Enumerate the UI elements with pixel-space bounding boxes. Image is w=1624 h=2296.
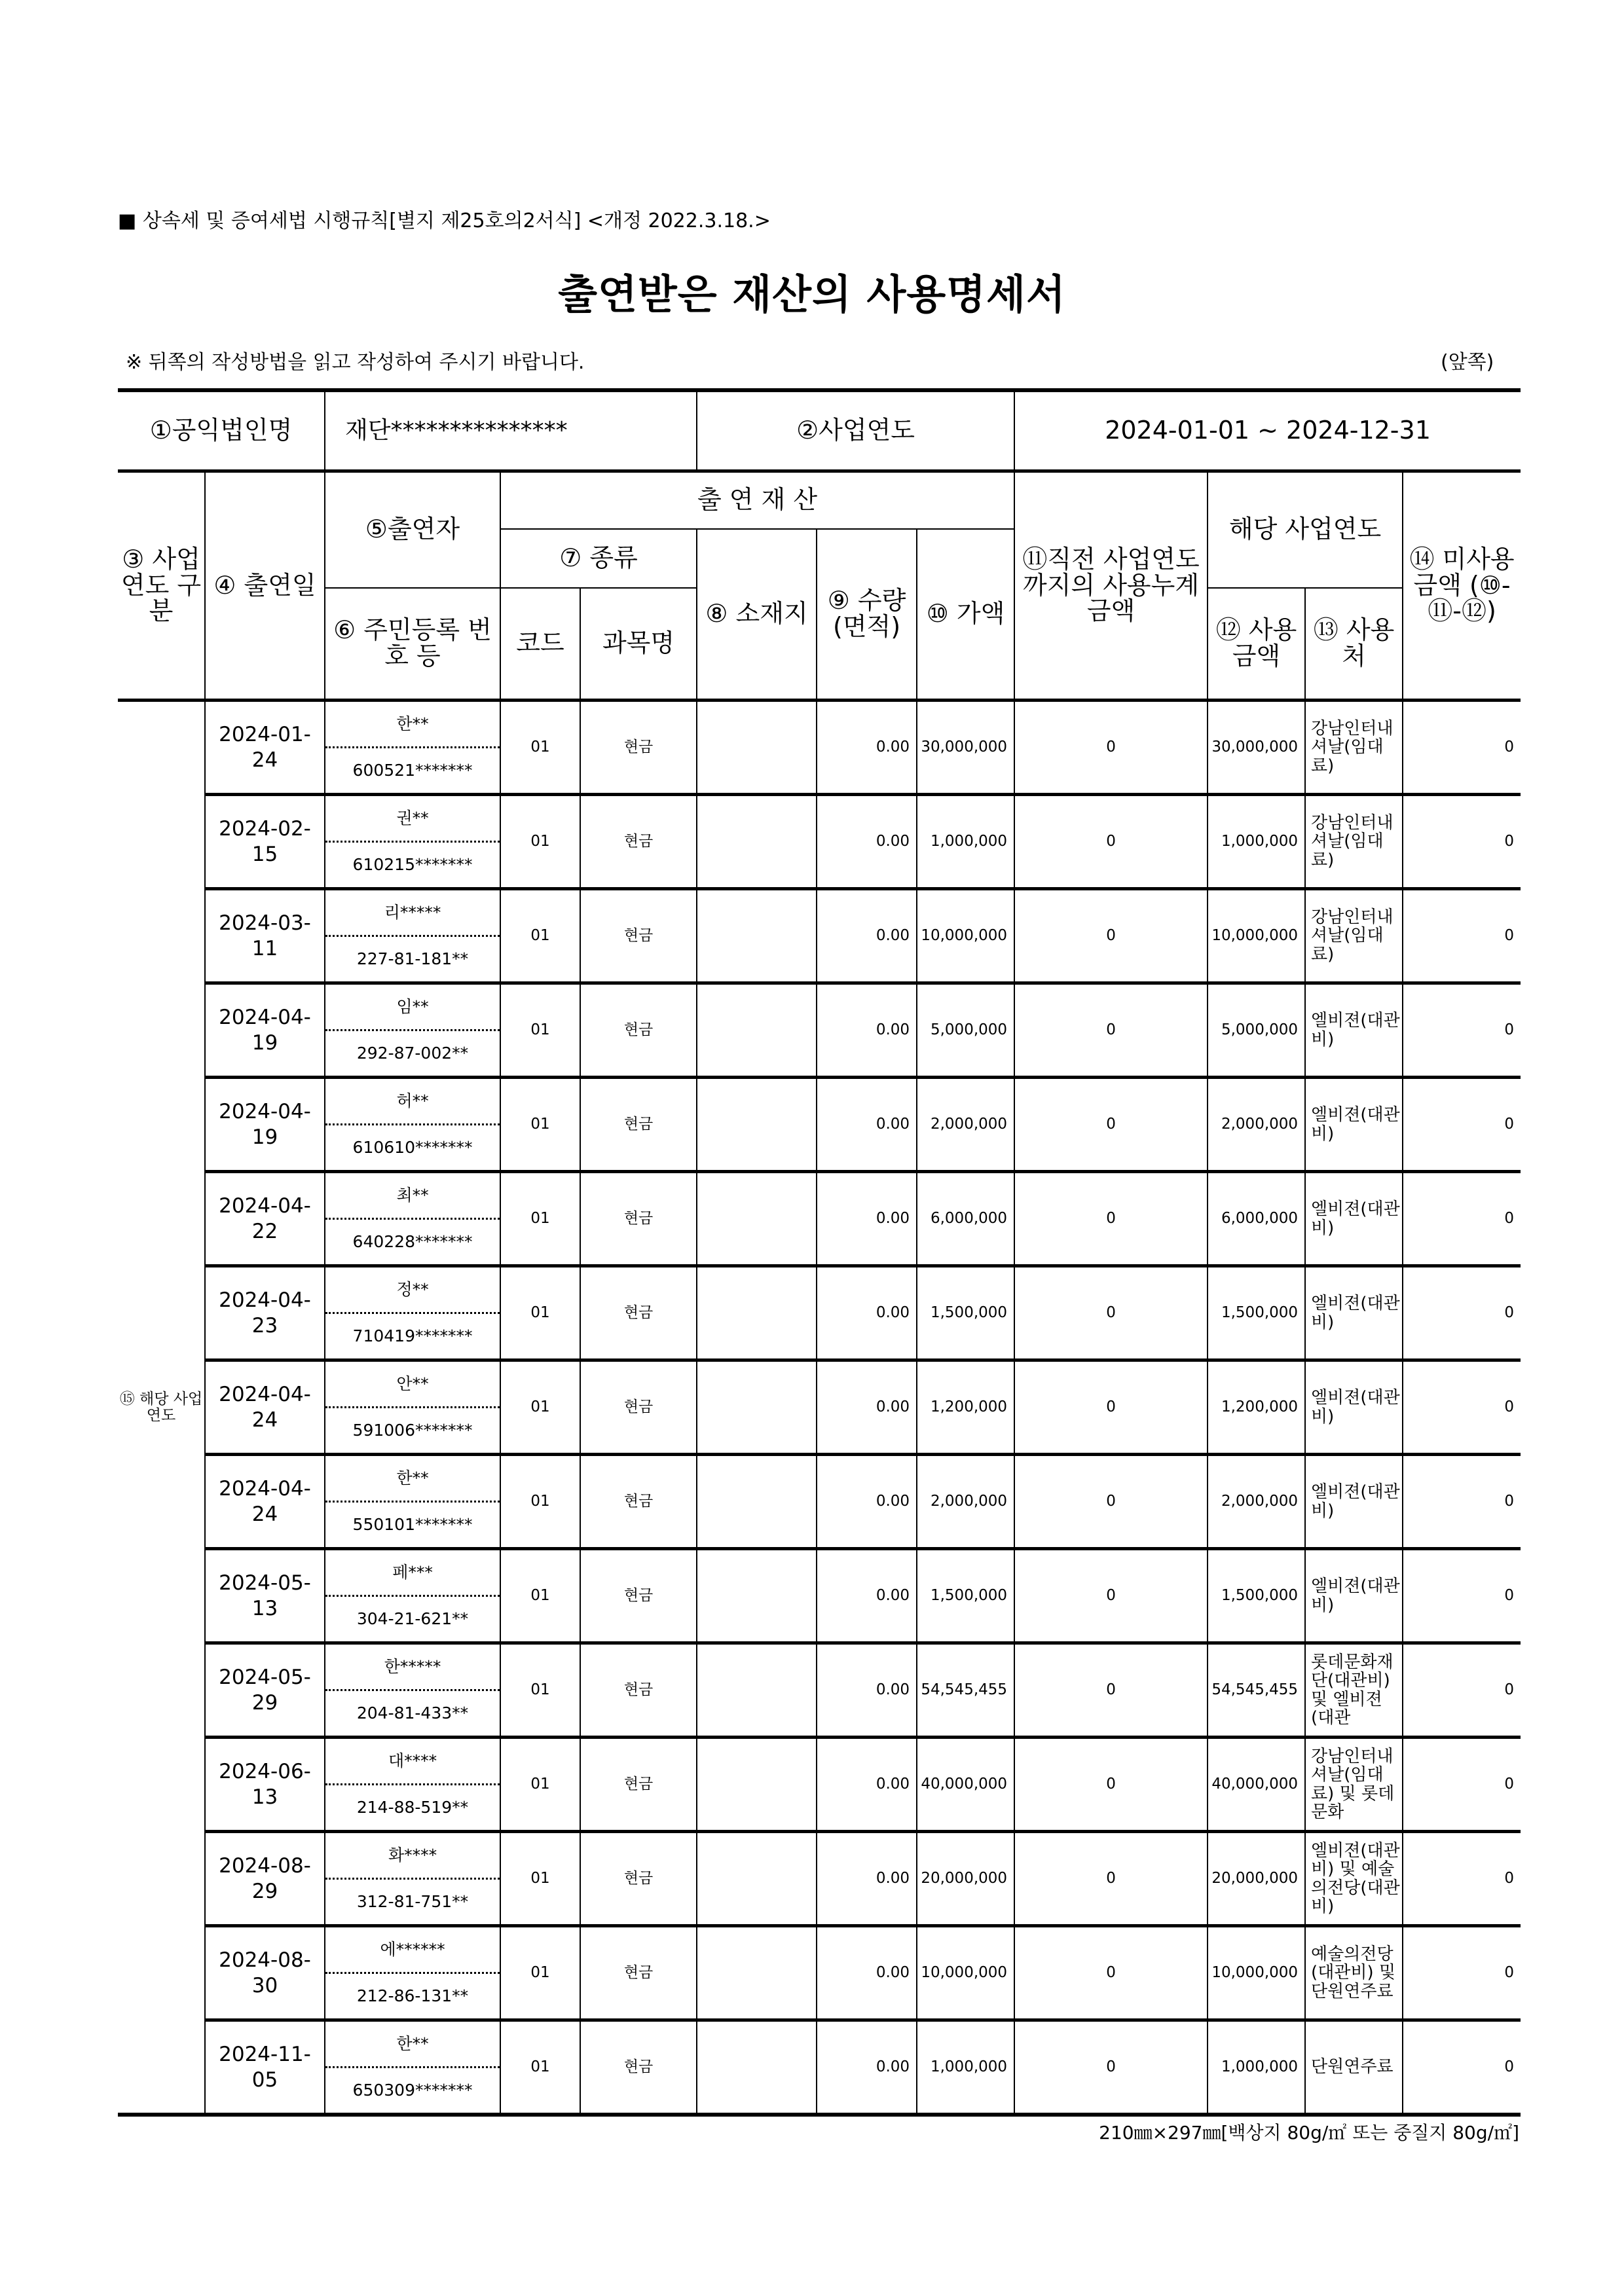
- used-place: 엘비젼(대관비): [1305, 1172, 1403, 1266]
- donor-name: 대****: [325, 1739, 500, 1785]
- used-place: 엘비젼(대관비): [1305, 1266, 1403, 1360]
- asset-quantity: 0.00: [817, 889, 917, 983]
- used-amount: 30,000,000: [1208, 701, 1305, 795]
- col-used-amount: ⑫ 사용 금액: [1208, 588, 1305, 701]
- asset-location: [697, 1738, 817, 1832]
- used-amount: 10,000,000: [1208, 1926, 1305, 2020]
- col-location: ⑧ 소재지: [697, 529, 817, 701]
- asset-code: 01: [500, 1172, 580, 1266]
- asset-value: 30,000,000: [917, 701, 1014, 795]
- used-amount: 1,500,000: [1208, 1549, 1305, 1643]
- used-amount: 1,200,000: [1208, 1360, 1305, 1455]
- donor-name: 에******: [325, 1927, 500, 1974]
- donor-id: 214-88-519**: [356, 1797, 469, 1817]
- used-amount: 2,000,000: [1208, 1455, 1305, 1549]
- paper-spec: 210㎜×297㎜[백상지 80g/㎡ 또는 중질지 80g/㎡]: [1099, 2122, 1519, 2143]
- asset-location: [697, 1360, 817, 1455]
- unused-amount: 0: [1403, 1172, 1521, 1266]
- col-code: 코드: [500, 588, 580, 701]
- donor-id: 212-86-131**: [356, 1986, 469, 2005]
- col-type: ⑦ 종류: [500, 529, 697, 588]
- donor-id: 227-81-181**: [356, 949, 469, 968]
- asset-subject: 현금: [580, 1078, 697, 1172]
- asset-subject: 현금: [580, 1360, 697, 1455]
- asset-value: 2,000,000: [917, 1078, 1014, 1172]
- asset-subject: 현금: [580, 2020, 697, 2115]
- asset-value: 20,000,000: [917, 1832, 1014, 1926]
- unused-amount: 0: [1403, 1455, 1521, 1549]
- col-subject: 과목명: [580, 588, 697, 701]
- table-row: [118, 1455, 1521, 1549]
- donor-id: 640228*******: [352, 1231, 473, 1251]
- used-place: 엘비젼(대관비): [1305, 1455, 1403, 1549]
- donor-name: 페***: [325, 1550, 500, 1597]
- unused-amount: 0: [1403, 1926, 1521, 2020]
- col-donation-date: ④ 출연일: [205, 471, 325, 701]
- asset-value: 5,000,000: [917, 983, 1014, 1078]
- table-row: [118, 1926, 1521, 2020]
- donation-date: 2024-01-24: [205, 701, 325, 795]
- col-donated-asset: 출 연 재 산: [500, 471, 1014, 529]
- asset-location: [697, 1078, 817, 1172]
- asset-location: [697, 983, 817, 1078]
- table-row: [118, 2020, 1521, 2115]
- donor-id: 550101*******: [352, 1514, 473, 1534]
- asset-quantity: 0.00: [817, 1643, 917, 1738]
- donor-name: 최**: [325, 1173, 500, 1220]
- col-used-place: ⑬ 사용처: [1305, 588, 1403, 701]
- used-place: 강남인터내셔날(임대료): [1305, 701, 1403, 795]
- donor-id: 610215*******: [352, 854, 473, 874]
- used-amount: 6,000,000: [1208, 1172, 1305, 1266]
- used-place: 강남인터내셔날(임대료): [1305, 889, 1403, 983]
- table-row: [118, 1738, 1521, 1832]
- asset-quantity: 0.00: [817, 1738, 917, 1832]
- asset-subject: 현금: [580, 1266, 697, 1360]
- asset-location: [697, 1926, 817, 2020]
- donor-name: 리*****: [325, 890, 500, 937]
- unused-amount: 0: [1403, 1078, 1521, 1172]
- asset-subject: 현금: [580, 1643, 697, 1738]
- usage-statement-table: [118, 388, 1521, 2117]
- asset-value: 1,500,000: [917, 1549, 1014, 1643]
- asset-quantity: 0.00: [817, 1455, 917, 1549]
- col-resident-id: ⑥ 주민등록 번호 등: [325, 588, 500, 701]
- donation-date: 2024-04-19: [205, 1078, 325, 1172]
- donation-date: 2024-02-15: [205, 795, 325, 889]
- donor-name: 허**: [325, 1079, 500, 1125]
- used-place: 엘비젼(대관비): [1305, 983, 1403, 1078]
- prev-cumulative: 0: [1014, 1078, 1208, 1172]
- asset-code: 01: [500, 1738, 580, 1832]
- asset-value: 1,000,000: [917, 2020, 1014, 2115]
- asset-location: [697, 1266, 817, 1360]
- asset-value: 2,000,000: [917, 1455, 1014, 1549]
- table-row: [118, 701, 1521, 795]
- table-row: [118, 1832, 1521, 1926]
- donor-id: 610610*******: [352, 1137, 473, 1157]
- donor-name: 한**: [325, 702, 500, 748]
- asset-code: 01: [500, 1360, 580, 1455]
- asset-location: [697, 795, 817, 889]
- table-row: [118, 1172, 1521, 1266]
- asset-quantity: 0.00: [817, 701, 917, 795]
- used-amount: 1,000,000: [1208, 2020, 1305, 2115]
- asset-value: 1,200,000: [917, 1360, 1014, 1455]
- unused-amount: 0: [1403, 1738, 1521, 1832]
- prev-cumulative: 0: [1014, 1738, 1208, 1832]
- asset-value: 1,500,000: [917, 1266, 1014, 1360]
- form-reference: ■ 상속세 및 증여세법 시행규칙[별지 제25호의2서식] <개정 2022.3.18.>: [118, 210, 771, 232]
- asset-code: 01: [500, 889, 580, 983]
- prev-cumulative: 0: [1014, 889, 1208, 983]
- asset-subject: 현금: [580, 795, 697, 889]
- donor-id: 304-21-621**: [356, 1609, 469, 1628]
- donation-date: 2024-04-24: [205, 1360, 325, 1455]
- used-amount: 10,000,000: [1208, 889, 1305, 983]
- asset-subject: 현금: [580, 1926, 697, 2020]
- unused-amount: 0: [1403, 983, 1521, 1078]
- asset-quantity: 0.00: [817, 1360, 917, 1455]
- used-place: 엘비젼(대관비): [1305, 1360, 1403, 1455]
- donor-id: 600521*******: [352, 760, 473, 780]
- col-year-type: ③ 사업 연도 구분: [118, 471, 205, 701]
- prev-cumulative: 0: [1014, 1549, 1208, 1643]
- prev-cumulative: 0: [1014, 1455, 1208, 1549]
- used-place: 강남인터내셔날(임대료) 및 롯데문화: [1305, 1738, 1403, 1832]
- col-current-year: 해당 사업연도: [1208, 471, 1403, 588]
- donor-name: 안**: [325, 1362, 500, 1408]
- table-row: [118, 1643, 1521, 1738]
- unused-amount: 0: [1403, 1643, 1521, 1738]
- instruction-note: ※ 뒤쪽의 작성방법을 읽고 작성하여 주시기 바랍니다.: [126, 351, 585, 374]
- table-row: [118, 1360, 1521, 1455]
- donor-name: 한**: [325, 2022, 500, 2068]
- used-amount: 5,000,000: [1208, 983, 1305, 1078]
- used-place: 단원연주료: [1305, 2020, 1403, 2115]
- unused-amount: 0: [1403, 1549, 1521, 1643]
- donor-id: 710419*******: [352, 1326, 473, 1345]
- donor-name: 한**: [325, 1456, 500, 1503]
- used-amount: 20,000,000: [1208, 1832, 1305, 1926]
- col-quantity: ⑨ 수량 (면적): [817, 529, 917, 701]
- donor-name: 한*****: [325, 1645, 500, 1691]
- table-row: [118, 1078, 1521, 1172]
- donation-date: 2024-04-24: [205, 1455, 325, 1549]
- col-value: ⑩ 가액: [917, 529, 1014, 701]
- col-donor: ⑤출연자: [325, 471, 500, 588]
- business-year-label: ②사업연도: [697, 390, 1014, 471]
- asset-code: 01: [500, 1266, 580, 1360]
- table-row: [118, 795, 1521, 889]
- used-amount: 1,500,000: [1208, 1266, 1305, 1360]
- prev-cumulative: 0: [1014, 1266, 1208, 1360]
- page-title: 출연받은 재산의 사용명세서: [558, 270, 1066, 318]
- asset-subject: 현금: [580, 1832, 697, 1926]
- prev-cumulative: 0: [1014, 701, 1208, 795]
- unused-amount: 0: [1403, 1266, 1521, 1360]
- donation-date: 2024-03-11: [205, 889, 325, 983]
- used-amount: 54,545,455: [1208, 1643, 1305, 1738]
- corp-name-label: ①공익법인명: [118, 390, 325, 471]
- asset-location: [697, 1832, 817, 1926]
- asset-value: 6,000,000: [917, 1172, 1014, 1266]
- asset-location: [697, 1455, 817, 1549]
- asset-code: 01: [500, 1078, 580, 1172]
- donation-date: 2024-04-23: [205, 1266, 325, 1360]
- asset-quantity: 0.00: [817, 1172, 917, 1266]
- prev-cumulative: 0: [1014, 1832, 1208, 1926]
- donor-name: 임**: [325, 985, 500, 1031]
- asset-quantity: 0.00: [817, 795, 917, 889]
- unused-amount: 0: [1403, 795, 1521, 889]
- used-amount: 1,000,000: [1208, 795, 1305, 889]
- table-row: [118, 889, 1521, 983]
- used-amount: 40,000,000: [1208, 1738, 1305, 1832]
- asset-location: [697, 701, 817, 795]
- donation-date: 2024-05-13: [205, 1549, 325, 1643]
- asset-code: 01: [500, 701, 580, 795]
- unused-amount: 0: [1403, 1832, 1521, 1926]
- asset-quantity: 0.00: [817, 1926, 917, 2020]
- donor-id: 292-87-002**: [356, 1043, 469, 1063]
- asset-code: 01: [500, 2020, 580, 2115]
- donation-date: 2024-04-22: [205, 1172, 325, 1266]
- donor-name: 정**: [325, 1267, 500, 1314]
- used-place: 강남인터내셔날(임대료): [1305, 795, 1403, 889]
- col-current-year-section: ⑮ 해당 사업 연도: [118, 701, 205, 2115]
- asset-location: [697, 2020, 817, 2115]
- unused-amount: 0: [1403, 2020, 1521, 2115]
- asset-quantity: 0.00: [817, 1266, 917, 1360]
- prev-cumulative: 0: [1014, 2020, 1208, 2115]
- asset-code: 01: [500, 1832, 580, 1926]
- prev-cumulative: 0: [1014, 795, 1208, 889]
- asset-subject: 현금: [580, 1549, 697, 1643]
- asset-subject: 현금: [580, 1172, 697, 1266]
- prev-cumulative: 0: [1014, 1926, 1208, 2020]
- donation-date: 2024-05-29: [205, 1643, 325, 1738]
- used-place: 예술의전당(대관비) 및 단원연주료: [1305, 1926, 1403, 2020]
- donation-date: 2024-04-19: [205, 983, 325, 1078]
- donor-id: 312-81-751**: [356, 1891, 469, 1911]
- prev-cumulative: 0: [1014, 1172, 1208, 1266]
- asset-value: 10,000,000: [917, 1926, 1014, 2020]
- asset-code: 01: [500, 795, 580, 889]
- asset-subject: 현금: [580, 1738, 697, 1832]
- asset-code: 01: [500, 1549, 580, 1643]
- donation-date: 2024-08-29: [205, 1832, 325, 1926]
- used-place: 엘비젼(대관비) 및 예술의전당(대관비): [1305, 1832, 1403, 1926]
- asset-code: 01: [500, 1455, 580, 1549]
- asset-value: 40,000,000: [917, 1738, 1014, 1832]
- col-unused: ⑭ 미사용 금액 (⑩-⑪-⑫): [1403, 471, 1521, 701]
- asset-value: 1,000,000: [917, 795, 1014, 889]
- asset-code: 01: [500, 1926, 580, 2020]
- prev-cumulative: 0: [1014, 983, 1208, 1078]
- page-side-label: (앞쪽): [1441, 351, 1494, 374]
- asset-location: [697, 889, 817, 983]
- used-place: 엘비젼(대관비): [1305, 1549, 1403, 1643]
- asset-value: 54,545,455: [917, 1643, 1014, 1738]
- asset-quantity: 0.00: [817, 1078, 917, 1172]
- prev-cumulative: 0: [1014, 1643, 1208, 1738]
- asset-quantity: 0.00: [817, 983, 917, 1078]
- donation-date: 2024-11-05: [205, 2020, 325, 2115]
- table-row: [118, 1266, 1521, 1360]
- prev-cumulative: 0: [1014, 1360, 1208, 1455]
- donor-name: 화****: [325, 1833, 500, 1880]
- table-row: [118, 1549, 1521, 1643]
- asset-quantity: 0.00: [817, 1549, 917, 1643]
- asset-subject: 현금: [580, 701, 697, 795]
- used-amount: 2,000,000: [1208, 1078, 1305, 1172]
- corp-name-value: 재단***************: [325, 390, 697, 471]
- donation-date: 2024-08-30: [205, 1926, 325, 2020]
- used-place: 롯데문화재단(대관비) 및 엘비젼(대관: [1305, 1643, 1403, 1738]
- donor-id: 650309*******: [352, 2080, 473, 2100]
- used-place: 엘비젼(대관비): [1305, 1078, 1403, 1172]
- business-year-value: 2024-01-01 ~ 2024-12-31: [1014, 390, 1521, 471]
- asset-code: 01: [500, 1643, 580, 1738]
- col-prev-cumulative: ⑪직전 사업연도 까지의 사용누계금액: [1014, 471, 1208, 701]
- asset-subject: 현금: [580, 889, 697, 983]
- asset-quantity: 0.00: [817, 2020, 917, 2115]
- donor-id: 204-81-433**: [356, 1703, 469, 1722]
- asset-subject: 현금: [580, 1455, 697, 1549]
- asset-subject: 현금: [580, 983, 697, 1078]
- asset-location: [697, 1643, 817, 1738]
- unused-amount: 0: [1403, 701, 1521, 795]
- asset-value: 10,000,000: [917, 889, 1014, 983]
- unused-amount: 0: [1403, 889, 1521, 983]
- asset-location: [697, 1172, 817, 1266]
- asset-location: [697, 1549, 817, 1643]
- unused-amount: 0: [1403, 1360, 1521, 1455]
- donor-id: 591006*******: [352, 1420, 473, 1440]
- asset-code: 01: [500, 983, 580, 1078]
- table-row: [118, 983, 1521, 1078]
- asset-quantity: 0.00: [817, 1832, 917, 1926]
- donor-name: 권**: [325, 796, 500, 843]
- donation-date: 2024-06-13: [205, 1738, 325, 1832]
